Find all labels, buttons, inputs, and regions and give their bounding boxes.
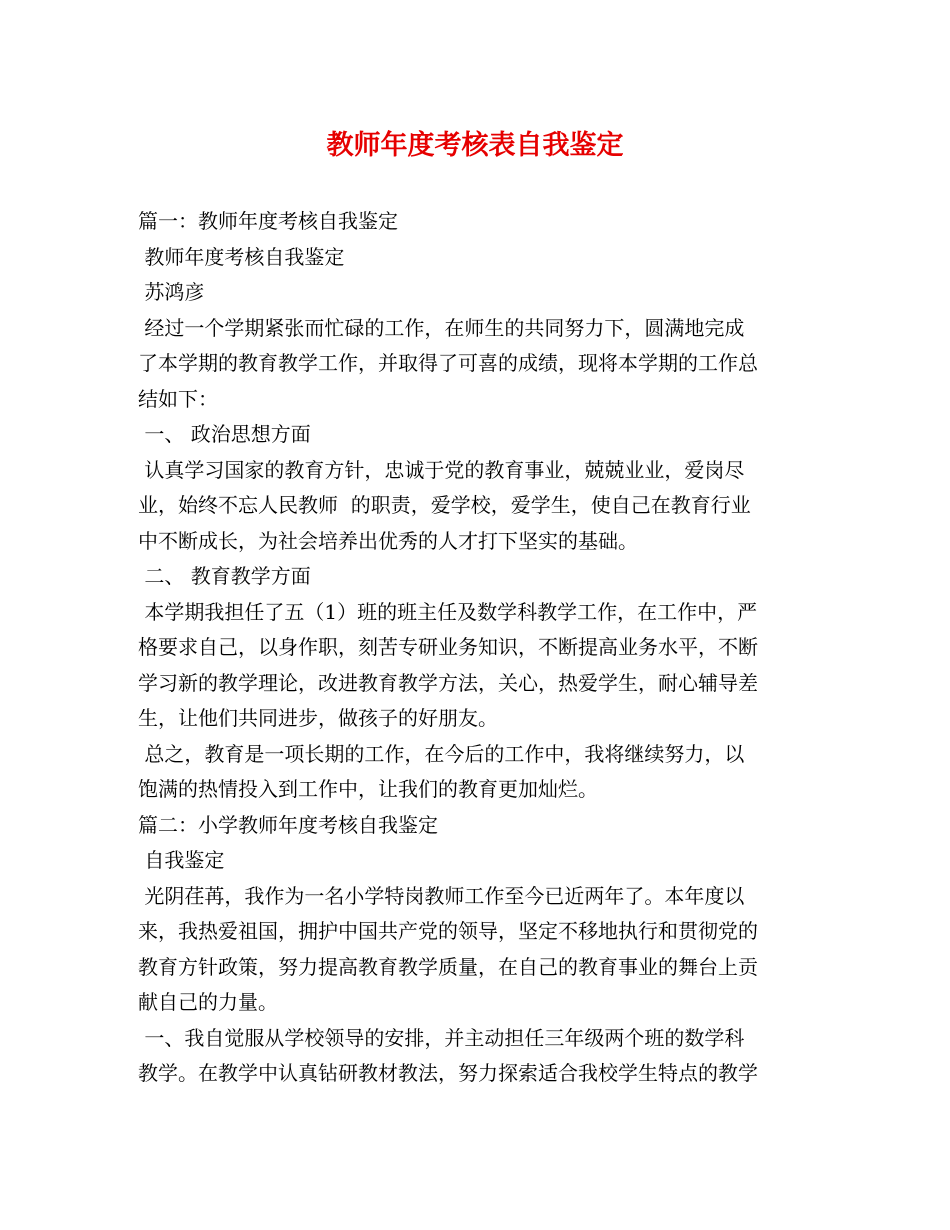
document-line: 献自己的力量。 [138, 990, 278, 1014]
document-line: 中不断成长，为社会培养出优秀的人才打下坚实的基础。 [138, 528, 638, 553]
document-line: 教学。在教学中认真钻研教材教法，努力探索适合我校学生特点的教学 [138, 1061, 758, 1085]
document-line: 本学期我担任了五（1）班的班主任及数学科教学工作，在工作中，严 [138, 599, 758, 624]
document-line: 苏鸿彦 [138, 280, 205, 304]
document-line: 总之，教育是一项长期的工作，在今后的工作中，我将继续努力，以 [138, 741, 745, 766]
document-line: 教育方针政策，努力提高教育教学质量，在自己的教育事业的舞台上贡 [138, 954, 758, 979]
document-line: 教师年度考核自我鉴定 [138, 244, 345, 269]
document-line: 一、我自觉服从学校领导的安排，并主动担任三年级两个班的数学科 [138, 1025, 745, 1050]
document-line: 饱满的热情投入到工作中，让我们的教育更加灿烂。 [138, 777, 598, 801]
document-line: 篇二：小学教师年度考核自我鉴定 [138, 812, 438, 837]
document-line: 格要求自己，以身作职，刻苦专研业务知识，不断提高业务水平，不断 [138, 635, 758, 659]
document-line: 经过一个学期紧张而忙碌的工作，在师生的共同努力下，圆满地完成 [138, 315, 745, 340]
document-line: 来，我热爱祖国，拥护中国共产党的领导，坚定不移地执行和贯彻党的 [138, 919, 758, 943]
document-title: 教师年度考核表自我鉴定 [326, 130, 624, 161]
document-line: 业，始终不忘人民教师 的职责，爱学校，爱学生，使自己在教育行业 [138, 493, 751, 517]
document-line: 光阴荏苒，我作为一名小学特岗教师工作至今已近两年了。本年度以 [138, 883, 745, 908]
document-line: 了本学期的教育教学工作，并取得了可喜的成绩，现将本学期的工作总 [138, 351, 758, 375]
document-body [138, 204, 814, 1092]
document-line: 二、 教育教学方面 [138, 564, 311, 588]
document-line: 篇一：教师年度考核自我鉴定 [138, 209, 398, 233]
document-line: 结如下： [138, 386, 218, 411]
document-line: 认真学习国家的教育方针，忠诚于党的教育事业，兢兢业业，爱岗尽 [138, 457, 745, 482]
document-line: 生，让他们共同进步，做孩子的好朋友。 [138, 706, 498, 730]
document-line: 自我鉴定 [138, 848, 225, 872]
document-line: 学习新的教学理论，改进教育教学方法，关心，热爱学生，耐心辅导差 [138, 670, 758, 695]
document-line: 一、 政治思想方面 [138, 422, 311, 446]
